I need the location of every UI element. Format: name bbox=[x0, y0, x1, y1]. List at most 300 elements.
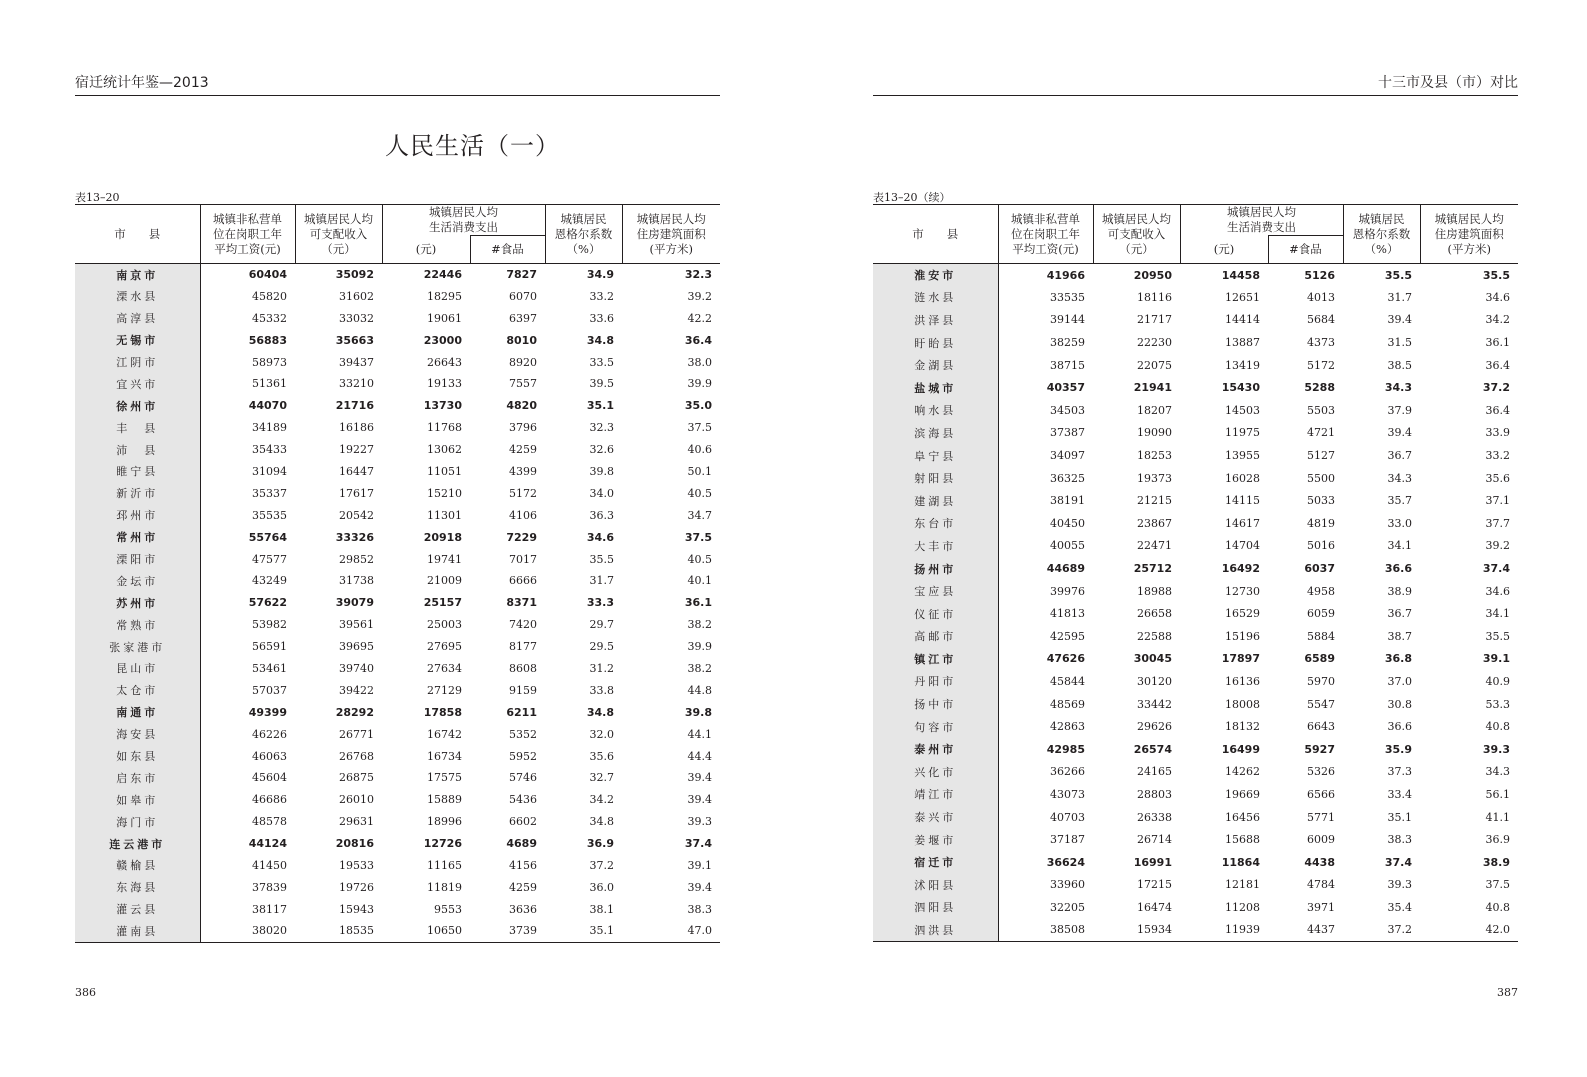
engel-cell: 34.8 bbox=[586, 333, 614, 347]
income-cell: 18253 bbox=[1137, 449, 1172, 463]
wage-cell: 39976 bbox=[1050, 584, 1085, 598]
income-cell: 19533 bbox=[339, 858, 374, 872]
region-name: 海门市 bbox=[75, 811, 200, 833]
header-income: 城镇居民人均 可支配收入 （元） bbox=[1093, 205, 1180, 264]
engel-cell: 32.3 bbox=[589, 421, 614, 435]
engel-cell: 37.9 bbox=[1387, 403, 1412, 417]
engel-cell: 29.5 bbox=[589, 640, 614, 654]
table-row bbox=[873, 264, 1518, 287]
income-cell: 30120 bbox=[1137, 674, 1172, 688]
food-cell: 6059 bbox=[1307, 607, 1335, 621]
income-cell: 24165 bbox=[1137, 765, 1172, 779]
right-page bbox=[873, 0, 1518, 1077]
engel-cell: 37.2 bbox=[1343, 919, 1420, 942]
region-name: 丹阳市 bbox=[873, 670, 998, 693]
wage-cell: 45604 bbox=[252, 771, 287, 785]
table-row bbox=[873, 444, 1518, 467]
engel-cell: 34.3 bbox=[1384, 381, 1412, 395]
food-cell: 8920 bbox=[509, 355, 537, 369]
engel-cell: 31.7 bbox=[1387, 290, 1412, 304]
table-row bbox=[873, 896, 1518, 919]
region-name: 建湖县 bbox=[873, 489, 998, 512]
expense-cell: 16734 bbox=[427, 749, 462, 763]
income-cell: 31602 bbox=[339, 289, 374, 303]
food-cell: 8010 bbox=[506, 333, 537, 347]
engel-cell: 39.5 bbox=[589, 377, 614, 391]
income-cell: 26574 bbox=[1133, 742, 1172, 756]
income-cell: 20542 bbox=[339, 508, 374, 522]
income-cell: 19726 bbox=[339, 880, 374, 894]
housing-cell: 39.1 bbox=[1482, 652, 1510, 666]
income-cell: 26010 bbox=[339, 793, 374, 807]
wage-cell: 34503 bbox=[1050, 403, 1085, 417]
income-cell: 16991 bbox=[1133, 855, 1172, 869]
engel-cell: 34.2 bbox=[589, 793, 614, 807]
table-label: 表13–20 bbox=[75, 191, 120, 204]
housing-cell: 42.2 bbox=[687, 311, 712, 325]
expense-cell: 13730 bbox=[423, 399, 462, 413]
header-expense: 城镇居民人均 生活消费支出 bbox=[1180, 205, 1343, 236]
region-name: 赣榆县 bbox=[75, 855, 200, 877]
region-name: 如东县 bbox=[75, 745, 200, 767]
expense-cell: 26643 bbox=[427, 355, 462, 369]
income-cell: 26875 bbox=[339, 771, 374, 785]
wage-cell: 38259 bbox=[1050, 336, 1085, 350]
food-cell: 5172 bbox=[1307, 358, 1335, 372]
food-cell: 4819 bbox=[1307, 516, 1335, 530]
header-engel: 城镇居民 恩格尔系数 （%） bbox=[545, 205, 622, 264]
running-head-right bbox=[873, 74, 1518, 96]
region-name: 张家港市 bbox=[75, 636, 200, 658]
expense-cell: 12726 bbox=[423, 837, 462, 851]
wage-cell: 38508 bbox=[998, 919, 1093, 942]
engel-cell: 37.4 bbox=[1384, 855, 1412, 869]
table-row bbox=[75, 482, 720, 504]
wage-cell: 53461 bbox=[252, 661, 287, 675]
expense-cell: 22446 bbox=[423, 268, 462, 282]
region-name: 新沂市 bbox=[75, 482, 200, 504]
food-cell: 4259 bbox=[509, 443, 537, 457]
housing-cell: 42.0 bbox=[1420, 919, 1518, 942]
income-cell: 29626 bbox=[1137, 720, 1172, 734]
income-cell: 22230 bbox=[1137, 336, 1172, 350]
food-cell: 4013 bbox=[1307, 290, 1335, 304]
engel-cell: 34.6 bbox=[586, 530, 614, 544]
expense-cell: 16499 bbox=[1221, 742, 1260, 756]
food-cell: 4437 bbox=[1268, 919, 1343, 942]
expense-cell: 27634 bbox=[427, 661, 462, 675]
engel-cell: 31.2 bbox=[589, 661, 614, 675]
wage-cell: 45820 bbox=[252, 289, 287, 303]
income-cell: 17617 bbox=[339, 486, 374, 500]
food-cell: 3971 bbox=[1307, 900, 1335, 914]
income-cell: 15934 bbox=[1093, 919, 1180, 942]
food-cell: 5500 bbox=[1307, 471, 1335, 485]
food-cell: 4106 bbox=[509, 508, 537, 522]
food-cell: 5326 bbox=[1307, 765, 1335, 779]
wage-cell: 37187 bbox=[1050, 833, 1085, 847]
region-name: 东台市 bbox=[873, 512, 998, 535]
income-cell: 33442 bbox=[1137, 697, 1172, 711]
housing-cell: 39.4 bbox=[687, 880, 712, 894]
food-cell: 6037 bbox=[1304, 562, 1335, 576]
region-name: 丰 县 bbox=[75, 417, 200, 439]
housing-cell: 39.3 bbox=[687, 815, 712, 829]
region-name: 宝应县 bbox=[873, 580, 998, 603]
engel-cell: 36.3 bbox=[589, 508, 614, 522]
wage-cell: 48569 bbox=[1050, 697, 1085, 711]
table-row bbox=[873, 693, 1518, 716]
region-name: 江阴市 bbox=[75, 351, 200, 373]
wage-cell: 44070 bbox=[248, 399, 287, 413]
housing-cell: 35.5 bbox=[1485, 629, 1510, 643]
income-cell: 33032 bbox=[339, 311, 374, 325]
page-number-right: 387 bbox=[1497, 986, 1518, 999]
table-row bbox=[873, 602, 1518, 625]
expense-cell: 14458 bbox=[1221, 268, 1260, 282]
income-cell: 18535 bbox=[295, 920, 382, 942]
wage-cell: 35337 bbox=[252, 486, 287, 500]
expense-cell: 19669 bbox=[1225, 787, 1260, 801]
income-cell: 22075 bbox=[1137, 358, 1172, 372]
housing-cell: 35.5 bbox=[1482, 268, 1510, 282]
engel-cell: 37.2 bbox=[589, 858, 614, 872]
expense-cell: 15688 bbox=[1225, 833, 1260, 847]
expense-cell: 11819 bbox=[427, 880, 462, 894]
food-cell: 4259 bbox=[509, 880, 537, 894]
table-row bbox=[873, 309, 1518, 332]
housing-cell: 39.9 bbox=[687, 640, 712, 654]
income-cell: 19090 bbox=[1137, 426, 1172, 440]
region-name: 扬州市 bbox=[873, 557, 998, 580]
region-name: 溧阳市 bbox=[75, 548, 200, 570]
income-cell: 39422 bbox=[339, 683, 374, 697]
expense-cell: 16742 bbox=[427, 727, 462, 741]
region-name: 泰兴市 bbox=[873, 806, 998, 829]
engel-cell: 31.7 bbox=[589, 574, 614, 588]
engel-cell: 34.0 bbox=[589, 486, 614, 500]
food-cell: 6211 bbox=[506, 705, 537, 719]
wage-cell: 35433 bbox=[252, 443, 287, 457]
engel-cell: 37.0 bbox=[1387, 674, 1412, 688]
food-cell: 5547 bbox=[1307, 697, 1335, 711]
engel-cell: 34.1 bbox=[1387, 539, 1412, 553]
housing-cell: 36.1 bbox=[1485, 336, 1510, 350]
header-income: 城镇居民人均 可支配收入 （元） bbox=[295, 205, 382, 264]
food-cell: 5503 bbox=[1307, 403, 1335, 417]
engel-cell: 29.7 bbox=[589, 618, 614, 632]
expense-cell: 16492 bbox=[1221, 562, 1260, 576]
table-row bbox=[75, 264, 720, 286]
region-name: 徐州市 bbox=[75, 395, 200, 417]
engel-cell: 35.9 bbox=[1384, 742, 1412, 756]
header-wage: 城镇非私营单 位在岗职工年 平均工资(元) bbox=[998, 205, 1093, 264]
region-name: 南通市 bbox=[75, 701, 200, 723]
expense-cell: 12181 bbox=[1225, 878, 1260, 892]
engel-cell: 39.4 bbox=[1387, 313, 1412, 327]
housing-cell: 44.1 bbox=[687, 727, 712, 741]
expense-cell: 11939 bbox=[1180, 919, 1268, 942]
wage-cell: 42985 bbox=[1046, 742, 1085, 756]
region-name: 泗洪县 bbox=[873, 919, 998, 942]
housing-cell: 32.3 bbox=[684, 268, 712, 282]
income-cell: 21717 bbox=[1137, 313, 1172, 327]
housing-cell: 53.3 bbox=[1485, 697, 1510, 711]
housing-cell: 39.4 bbox=[687, 771, 712, 785]
wage-cell: 34097 bbox=[1050, 449, 1085, 463]
table-row bbox=[873, 806, 1518, 829]
wage-cell: 38020 bbox=[200, 920, 295, 942]
region-name: 苏州市 bbox=[75, 592, 200, 614]
engel-cell: 33.8 bbox=[589, 683, 614, 697]
expense-cell: 16456 bbox=[1225, 810, 1260, 824]
table-row bbox=[75, 461, 720, 483]
housing-cell: 33.2 bbox=[1485, 449, 1510, 463]
engel-cell: 35.5 bbox=[1384, 268, 1412, 282]
income-cell: 19373 bbox=[1137, 471, 1172, 485]
income-cell: 16186 bbox=[339, 421, 374, 435]
expense-cell: 16529 bbox=[1225, 607, 1260, 621]
food-cell: 5127 bbox=[1307, 449, 1335, 463]
header-expense-unit: (元) bbox=[382, 236, 470, 264]
engel-cell: 35.6 bbox=[589, 749, 614, 763]
wage-cell: 37839 bbox=[252, 880, 287, 894]
engel-cell: 38.3 bbox=[1387, 833, 1412, 847]
housing-cell: 37.5 bbox=[687, 421, 712, 435]
housing-cell: 33.9 bbox=[1485, 426, 1510, 440]
wage-cell: 43249 bbox=[252, 574, 287, 588]
food-cell: 5288 bbox=[1304, 381, 1335, 395]
expense-cell: 27695 bbox=[427, 640, 462, 654]
food-cell: 4373 bbox=[1307, 336, 1335, 350]
food-cell: 8608 bbox=[509, 661, 537, 675]
housing-cell: 36.4 bbox=[684, 333, 712, 347]
wage-cell: 44689 bbox=[1046, 562, 1085, 576]
table-row bbox=[75, 526, 720, 548]
housing-cell: 36.4 bbox=[1485, 403, 1510, 417]
expense-cell: 20918 bbox=[423, 530, 462, 544]
wage-cell: 38117 bbox=[252, 902, 287, 916]
expense-cell: 11975 bbox=[1225, 426, 1260, 440]
housing-cell: 34.6 bbox=[1485, 290, 1510, 304]
header-food: #食品 bbox=[470, 236, 545, 264]
housing-cell: 44.4 bbox=[687, 749, 712, 763]
engel-cell: 35.5 bbox=[589, 552, 614, 566]
region-name: 常州市 bbox=[75, 526, 200, 548]
engel-cell: 32.7 bbox=[589, 771, 614, 785]
wage-cell: 47626 bbox=[1046, 652, 1085, 666]
income-cell: 17215 bbox=[1137, 878, 1172, 892]
table-row bbox=[873, 761, 1518, 784]
region-name: 仪征市 bbox=[873, 602, 998, 625]
table-row bbox=[873, 512, 1518, 535]
housing-cell: 50.1 bbox=[687, 464, 712, 478]
section-title: 十三市及县（市）对比 bbox=[1378, 75, 1518, 91]
housing-cell: 36.9 bbox=[1485, 833, 1510, 847]
table-row bbox=[873, 557, 1518, 580]
housing-cell: 37.1 bbox=[1485, 494, 1510, 508]
region-name: 盐城市 bbox=[873, 376, 998, 399]
food-cell: 5771 bbox=[1307, 810, 1335, 824]
food-cell: 5684 bbox=[1307, 313, 1335, 327]
food-cell: 6589 bbox=[1304, 652, 1335, 666]
table-row bbox=[75, 417, 720, 439]
wage-cell: 39144 bbox=[1050, 313, 1085, 327]
region-name: 常熟市 bbox=[75, 614, 200, 636]
table-header bbox=[873, 205, 1518, 264]
engel-cell: 34.8 bbox=[589, 815, 614, 829]
housing-cell: 39.2 bbox=[1485, 539, 1510, 553]
income-cell: 21716 bbox=[335, 399, 374, 413]
expense-cell: 15210 bbox=[427, 486, 462, 500]
expense-cell: 14704 bbox=[1225, 539, 1260, 553]
wage-cell: 43073 bbox=[1050, 787, 1085, 801]
expense-cell: 9553 bbox=[434, 902, 462, 916]
wage-cell: 47577 bbox=[252, 552, 287, 566]
wage-cell: 57037 bbox=[252, 683, 287, 697]
food-cell: 7557 bbox=[509, 377, 537, 391]
table-row bbox=[75, 548, 720, 570]
wage-cell: 36624 bbox=[1046, 855, 1085, 869]
expense-cell: 14617 bbox=[1225, 516, 1260, 530]
income-cell: 18207 bbox=[1137, 403, 1172, 417]
food-cell: 5436 bbox=[509, 793, 537, 807]
header-region: 市 县 bbox=[75, 205, 200, 264]
wage-cell: 45332 bbox=[252, 311, 287, 325]
housing-cell: 44.8 bbox=[687, 683, 712, 697]
income-cell: 25712 bbox=[1133, 562, 1172, 576]
table-row bbox=[75, 373, 720, 395]
income-cell: 33326 bbox=[335, 530, 374, 544]
region-name: 南京市 bbox=[75, 264, 200, 286]
housing-cell: 40.6 bbox=[687, 443, 712, 457]
income-cell: 26714 bbox=[1137, 833, 1172, 847]
wage-cell: 42863 bbox=[1050, 720, 1085, 734]
income-cell: 39437 bbox=[339, 355, 374, 369]
expense-cell: 17897 bbox=[1221, 652, 1260, 666]
header-housing: 城镇居民人均 住房建筑面积 (平方米) bbox=[1420, 205, 1518, 264]
housing-cell: 38.2 bbox=[687, 661, 712, 675]
housing-cell: 47.0 bbox=[622, 920, 720, 942]
wage-cell: 46063 bbox=[252, 749, 287, 763]
table-row bbox=[75, 307, 720, 329]
wage-cell: 58973 bbox=[252, 355, 287, 369]
wage-cell: 40450 bbox=[1050, 516, 1085, 530]
wage-cell: 40703 bbox=[1050, 810, 1085, 824]
income-cell: 35663 bbox=[335, 333, 374, 347]
table-row bbox=[75, 439, 720, 461]
engel-cell: 39.3 bbox=[1387, 878, 1412, 892]
expense-cell: 15430 bbox=[1221, 381, 1260, 395]
engel-cell: 38.5 bbox=[1387, 358, 1412, 372]
region-name: 泗阳县 bbox=[873, 896, 998, 919]
housing-cell: 38.3 bbox=[687, 902, 712, 916]
housing-cell: 37.4 bbox=[684, 837, 712, 851]
table-row bbox=[75, 395, 720, 417]
region-name: 启东市 bbox=[75, 767, 200, 789]
engel-cell: 33.5 bbox=[589, 355, 614, 369]
table-row bbox=[75, 504, 720, 526]
engel-cell: 33.6 bbox=[589, 311, 614, 325]
running-head-left bbox=[75, 74, 720, 96]
housing-cell: 39.3 bbox=[1482, 742, 1510, 756]
expense-cell: 13062 bbox=[427, 443, 462, 457]
table-label-continued: 表13–20（续） bbox=[873, 191, 951, 204]
expense-cell: 18132 bbox=[1225, 720, 1260, 734]
statistics-table-right bbox=[873, 204, 1518, 942]
expense-cell: 15889 bbox=[427, 793, 462, 807]
engel-cell: 35.1 bbox=[1387, 810, 1412, 824]
table-row bbox=[873, 376, 1518, 399]
engel-cell: 33.0 bbox=[1387, 516, 1412, 530]
wage-cell: 48578 bbox=[252, 815, 287, 829]
table-row bbox=[75, 811, 720, 833]
region-name: 兴化市 bbox=[873, 761, 998, 784]
housing-cell: 39.8 bbox=[684, 705, 712, 719]
region-name: 扬中市 bbox=[873, 693, 998, 716]
expense-cell: 19133 bbox=[427, 377, 462, 391]
table-row bbox=[873, 670, 1518, 693]
food-cell: 4958 bbox=[1307, 584, 1335, 598]
wage-cell: 55764 bbox=[248, 530, 287, 544]
engel-cell: 36.7 bbox=[1387, 449, 1412, 463]
wage-cell: 36266 bbox=[1050, 765, 1085, 779]
expense-cell: 11864 bbox=[1221, 855, 1260, 869]
region-name: 泰州市 bbox=[873, 738, 998, 761]
region-name: 溧水县 bbox=[75, 285, 200, 307]
table-row bbox=[75, 592, 720, 614]
region-name: 高淳县 bbox=[75, 307, 200, 329]
expense-cell: 14503 bbox=[1225, 403, 1260, 417]
food-cell: 6602 bbox=[509, 815, 537, 829]
expense-cell: 27129 bbox=[427, 683, 462, 697]
housing-cell: 34.1 bbox=[1485, 607, 1510, 621]
engel-cell: 33.2 bbox=[589, 289, 614, 303]
wage-cell: 31094 bbox=[252, 464, 287, 478]
table-row bbox=[75, 920, 720, 942]
region-name: 金坛市 bbox=[75, 570, 200, 592]
housing-cell: 37.2 bbox=[1482, 381, 1510, 395]
region-name: 射阳县 bbox=[873, 467, 998, 490]
wage-cell: 34189 bbox=[252, 421, 287, 435]
engel-cell: 35.1 bbox=[545, 920, 622, 942]
engel-cell: 37.3 bbox=[1387, 765, 1412, 779]
expense-cell: 14414 bbox=[1225, 313, 1260, 327]
income-cell: 22471 bbox=[1137, 539, 1172, 553]
region-name: 宜兴市 bbox=[75, 373, 200, 395]
region-name: 灌南县 bbox=[75, 920, 200, 942]
region-name: 宿迁市 bbox=[873, 851, 998, 874]
food-cell: 5746 bbox=[509, 771, 537, 785]
wage-cell: 49399 bbox=[248, 705, 287, 719]
table-row bbox=[75, 789, 720, 811]
food-cell: 5884 bbox=[1307, 629, 1335, 643]
income-cell: 26338 bbox=[1137, 810, 1172, 824]
income-cell: 29631 bbox=[339, 815, 374, 829]
engel-cell: 38.9 bbox=[1387, 584, 1412, 598]
expense-cell: 23000 bbox=[423, 333, 462, 347]
table-row bbox=[75, 614, 720, 636]
food-cell: 6643 bbox=[1307, 720, 1335, 734]
expense-cell: 18295 bbox=[427, 289, 462, 303]
table-row bbox=[75, 329, 720, 351]
engel-cell: 36.6 bbox=[1384, 562, 1412, 576]
table-row bbox=[873, 874, 1518, 897]
table-row bbox=[873, 422, 1518, 445]
table-row bbox=[873, 331, 1518, 354]
statistics-table-left bbox=[75, 204, 720, 943]
wage-cell: 38715 bbox=[1050, 358, 1085, 372]
